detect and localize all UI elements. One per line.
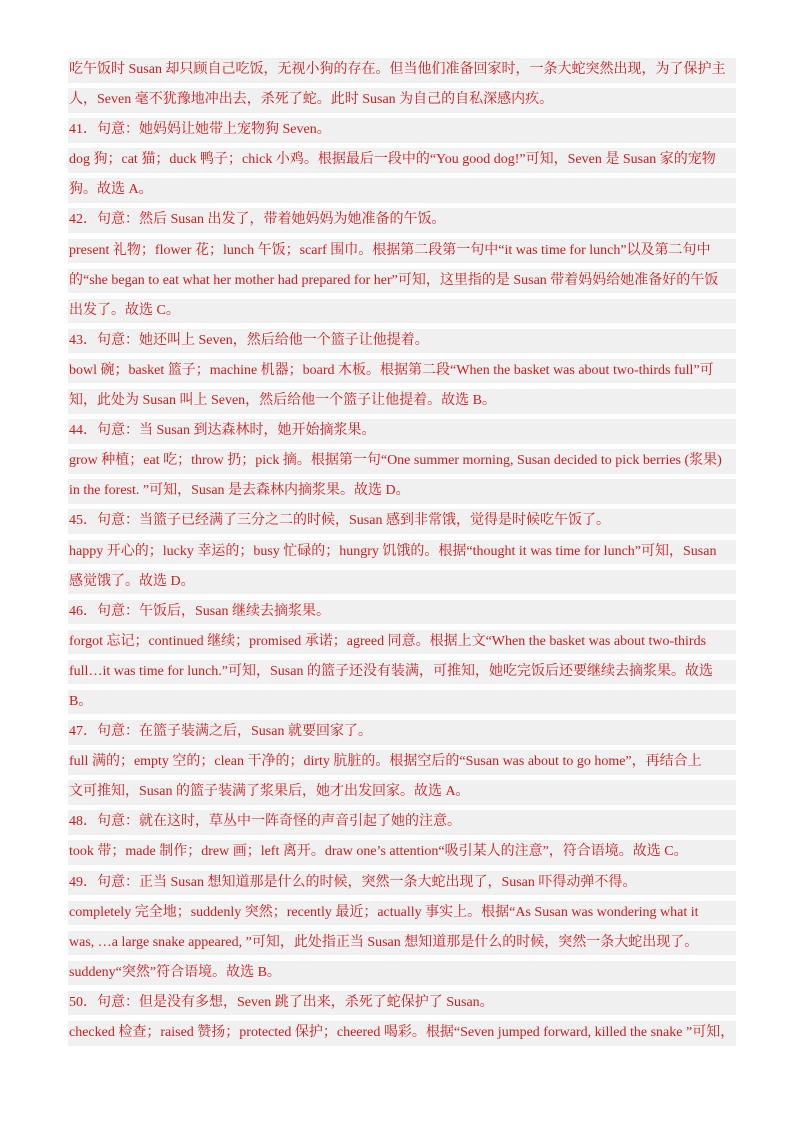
question-line: 49．句意：正当 Susan 想知道那是什么的时候，突然一条大蛇出现了，Susan 吓得动弹不得。 <box>68 871 736 896</box>
text-line: full…it was time for lunch.”可知，Susan 的篮子还没有装满，可推知，她吃完饭后还要继续去摘浆果。故选 <box>68 660 736 685</box>
text-line: dog 狗；cat 猫；duck 鸭子；chick 小鸡。根据最后一段中的“You good dog!”可知，Seven 是 Susan 家的宠物 <box>68 148 736 173</box>
text-line: present 礼物；flower 花；lunch 午饭；scarf 围巾。根据第二段第一句中“it was time for lunch”以及第二句中 <box>68 239 736 264</box>
answer-explanations <box>68 58 736 1051</box>
text-line: 人，Seven 毫不犹豫地冲出去，杀死了蛇。此时 Susan 为自己的自私深感内疚。 <box>68 88 736 113</box>
text-line: forgot 忘记；continued 继续；promised 承诺；agreed 同意。根据上文“When the basket was about two-thirds <box>68 630 736 655</box>
question-line: 50．句意：但是没有多想，Seven 跳了出来，杀死了蛇保护了 Susan。 <box>68 991 736 1016</box>
question-line: 45．句意：当篮子已经满了三分之二的时候，Susan 感到非常饿，觉得是时候吃午饭了。 <box>68 509 736 534</box>
text-line: was, …a large snake appeared, ”可知，此处指正当 Susan 想知道那是什么的时候，突然一条大蛇出现了。 <box>68 931 736 956</box>
text-line: 狗。故选 A。 <box>68 178 736 203</box>
question-line: 46．句意：午饭后，Susan 继续去摘浆果。 <box>68 600 736 625</box>
text-line: suddeny“突然”符合语境。故选 B。 <box>68 961 736 986</box>
text-line: B。 <box>68 690 736 715</box>
question-line: 44．句意：当 Susan 到达森林时，她开始摘浆果。 <box>68 419 736 444</box>
text-line: 的“she began to eat what her mother had prepared for her”可知，这里指的是 Susan 带着妈妈给她准备好的午饭 <box>68 269 736 294</box>
question-line: 42．句意：然后 Susan 出发了，带着她妈妈为她准备的午饭。 <box>68 208 736 233</box>
text-line: checked 检查；raised 赞扬；protected 保护；cheered 喝彩。根据“Seven jumped forward, killed the snake ”可知， <box>68 1021 736 1046</box>
text-line: 感觉饿了。故选 D。 <box>68 570 736 595</box>
question-line: 41．句意：她妈妈让她带上宠物狗 Seven。 <box>68 118 736 143</box>
text-line: in the forest. ”可知，Susan 是去森林内摘浆果。故选 D。 <box>68 479 736 504</box>
question-line: 43．句意：她还叫上 Seven，然后给他一个篮子让他提着。 <box>68 329 736 354</box>
question-line: 47．句意：在篮子装满之后，Susan 就要回家了。 <box>68 720 736 745</box>
text-line: 吃午饭时 Susan 却只顾自己吃饭，无视小狗的存在。但当他们准备回家时，一条大蛇突然出现，为了保护主 <box>68 58 736 83</box>
text-line: full 满的；empty 空的；clean 干净的；dirty 肮脏的。根据空后的“Susan was about to go home”，再结合上 <box>68 750 736 775</box>
text-line: 文可推知，Susan 的篮子装满了浆果后，她才出发回家。故选 A。 <box>68 780 736 805</box>
text-line: bowl 碗；basket 篮子；machine 机器；board 木板。根据第二段“When the basket was about two-thirds full”可 <box>68 359 736 384</box>
text-line: took 带；made 制作；drew 画；left 离开。draw one’s attention“吸引某人的注意”，符合语境。故选 C。 <box>68 840 736 865</box>
question-line: 48．句意：就在这时，草丛中一阵奇怪的声音引起了她的注意。 <box>68 810 736 835</box>
text-line: happy 开心的；lucky 幸运的；busy 忙碌的；hungry 饥饿的。根据“thought it was time for lunch”可知，Susan <box>68 540 736 565</box>
text-line: completely 完全地；suddenly 突然；recently 最近；actually 事实上。根据“As Susan was wondering what it <box>68 901 736 926</box>
text-line: grow 种植；eat 吃；throw 扔；pick 摘。根据第一句“One summer morning, Susan decided to pick berries (浆果) <box>68 449 736 474</box>
text-line: 知，此处为 Susan 叫上 Seven，然后给他一个篮子让他提着。故选 B。 <box>68 389 736 414</box>
text-line: 出发了。故选 C。 <box>68 299 736 324</box>
